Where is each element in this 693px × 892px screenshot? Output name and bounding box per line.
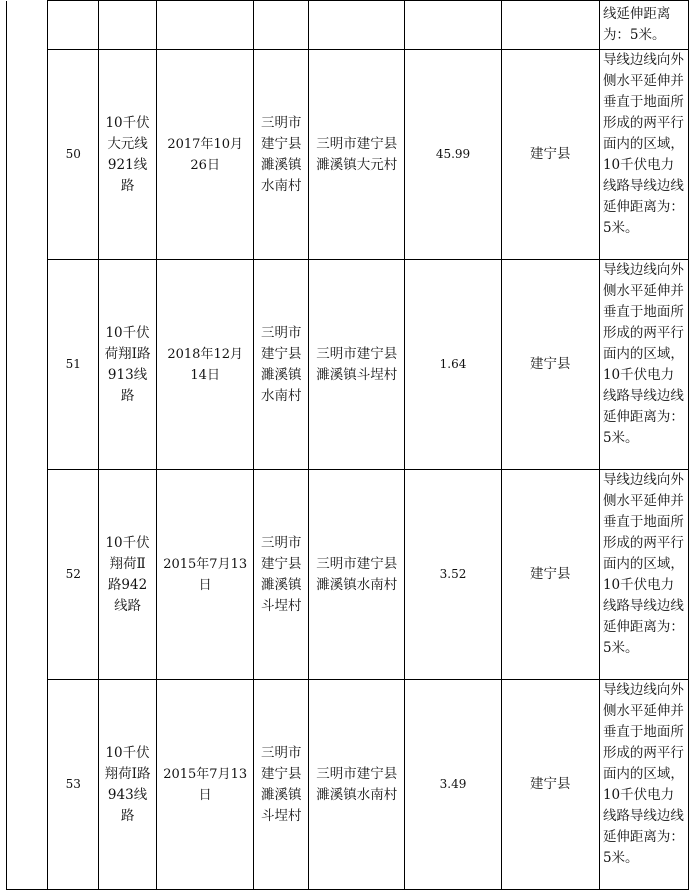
row-number: 52: [48, 470, 99, 680]
row-number: 50: [48, 50, 99, 260]
start-location: 三明市建宁县濉溪镇水南村: [254, 50, 309, 260]
table-row: [7, 260, 689, 470]
county: 建宁县: [501, 260, 599, 470]
line-length: 45.99: [405, 50, 501, 260]
protection-zone-desc: 导线边线向外侧水平延伸并垂直于地面所形成的两平行面内的区域，10千伏电力线路导线边线延伸距离为：5米。: [599, 680, 688, 890]
line-name: 10千伏翔荷Ⅱ路942线路: [99, 470, 157, 680]
power-line-table: [6, 0, 689, 890]
protection-zone-desc: 导线边线向外侧水平延伸并垂直于地面所形成的两平行面内的区域，10千伏电力线路导线边线延伸距离为：5米。: [599, 50, 688, 260]
end-location: 三明市建宁县濉溪镇斗埕村: [309, 260, 405, 470]
county: 建宁县: [501, 680, 599, 890]
county: 建宁县: [501, 470, 599, 680]
line-name: 10千伏荷翔Ⅰ路913线路: [99, 260, 157, 470]
line-name: 10千伏翔荷Ⅰ路943线路: [99, 680, 157, 890]
commission-date: 2015年7月13日: [157, 680, 254, 890]
line-length: 1.64: [405, 260, 501, 470]
commission-date: 2018年12月14日: [157, 260, 254, 470]
start-location: 三明市建宁县濉溪镇斗埕村: [254, 470, 309, 680]
line-length: 3.52: [405, 470, 501, 680]
county: 建宁县: [501, 50, 599, 260]
line-length: 3.49: [405, 680, 501, 890]
row-number: 53: [48, 680, 99, 890]
table-row: [7, 680, 689, 890]
table-row: [7, 1, 689, 50]
table-row: [7, 470, 689, 680]
protection-zone-desc: 导线边线向外侧水平延伸并垂直于地面所形成的两平行面内的区域，10千伏电力线路导线边线延伸距离为：5米。: [599, 470, 688, 680]
line-name: 10千伏大元线921线路: [99, 50, 157, 260]
start-location: 三明市建宁县濉溪镇水南村: [254, 260, 309, 470]
end-location: 三明市建宁县濉溪镇大元村: [309, 50, 405, 260]
commission-date: 2017年10月26日: [157, 50, 254, 260]
row-number: 51: [48, 260, 99, 470]
merged-left-cell: [7, 1, 48, 890]
commission-date: 2015年7月13日: [157, 470, 254, 680]
desc-cell: 线延伸距离为：5米。: [599, 1, 688, 50]
table-row: [7, 50, 689, 260]
protection-zone-desc: 导线边线向外侧水平延伸并垂直于地面所形成的两平行面内的区域，10千伏电力线路导线边线延伸距离为：5米。: [599, 260, 688, 470]
end-location: 三明市建宁县濉溪镇水南村: [309, 470, 405, 680]
start-location: 三明市建宁县濉溪镇斗埕村: [254, 680, 309, 890]
end-location: 三明市建宁县濉溪镇水南村: [309, 680, 405, 890]
